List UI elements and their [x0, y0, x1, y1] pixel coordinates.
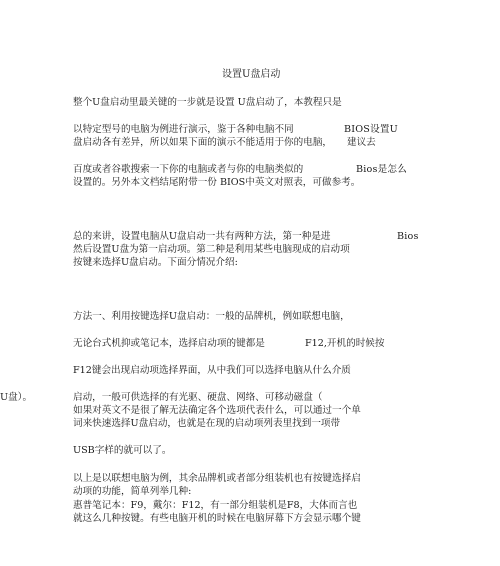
paragraph-line: 如果对英文不是很了解无法确定各个选项代表什么，可以通过一个单: [73, 405, 361, 416]
paragraph-line: 无论台式机抑或笔记本，选择启动项的键都是: [73, 338, 265, 349]
paragraph-line: 方法一、利用按键选择U盘启动：一般的品牌机，例如联想电脑，: [73, 311, 350, 322]
paragraph-line: 惠普笔记本：F9，戴尔：F12，有一部分组装机是F8，大体而言也: [73, 500, 358, 511]
paragraph-line: 整个U盘启动里最关键的一步就是设置 U盘启动了，本教程只是: [73, 97, 342, 108]
paragraph-line: U盘）。: [0, 392, 33, 403]
paragraph-line: 词来快速选择U盘启动，也就是在现的启动项列表里找到一项带: [73, 418, 341, 429]
paragraph-line: 建议去: [347, 137, 376, 148]
paragraph-line: BIOS设置U: [344, 124, 398, 135]
paragraph-line: 就这么几种按键。有些电脑开机的时候在电脑屏幕下方会显示哪个键: [73, 513, 361, 524]
paragraph-line: 动项的功能，简单列举几种:: [73, 486, 192, 497]
paragraph-line: USB字样的就可以了。: [73, 445, 172, 456]
paragraph-line: 以上是以联想电脑为例，其余品牌机或者部分组装机也有按键选择启: [73, 473, 361, 484]
paragraph-line: Bios: [397, 231, 419, 242]
page-title: 设置U盘启动: [222, 69, 281, 80]
paragraph-line: 按键来选择U盘启动。下面分情况介绍:: [73, 257, 238, 268]
paragraph-line: 以特定型号的电脑为例进行演示，鉴于各种电脑不同: [73, 124, 294, 135]
paragraph-line: F12键会出现启动项选择界面，从中我们可以选择电脑从什么介质: [73, 365, 351, 376]
paragraph-line: Bios是怎么: [356, 164, 407, 175]
paragraph-line: 盘启动各有差异，所以如果下面的演示不能适用于你的电脑，: [73, 137, 333, 148]
paragraph-line: F12,开机的时候按: [305, 338, 385, 349]
paragraph-line: 总的来讲，设置电脑从U盘启动一共有两种方法，第一种是进: [73, 231, 331, 242]
paragraph-line: 设置的。另外本文档结尾附带一份 BIOS中英文对照表，可做参考。: [73, 177, 361, 188]
paragraph-line: 百度或者谷歌搜索一下你的电脑或者与你的电脑类似的: [73, 164, 304, 175]
paragraph-line: 然后设置U盘为第一启动项。第二种是利用某些电脑现成的启动项: [73, 244, 350, 255]
paragraph-line: 启动，一般可供选择的有光驱、硬盘、网络、可移动磁盘（: [73, 392, 323, 403]
